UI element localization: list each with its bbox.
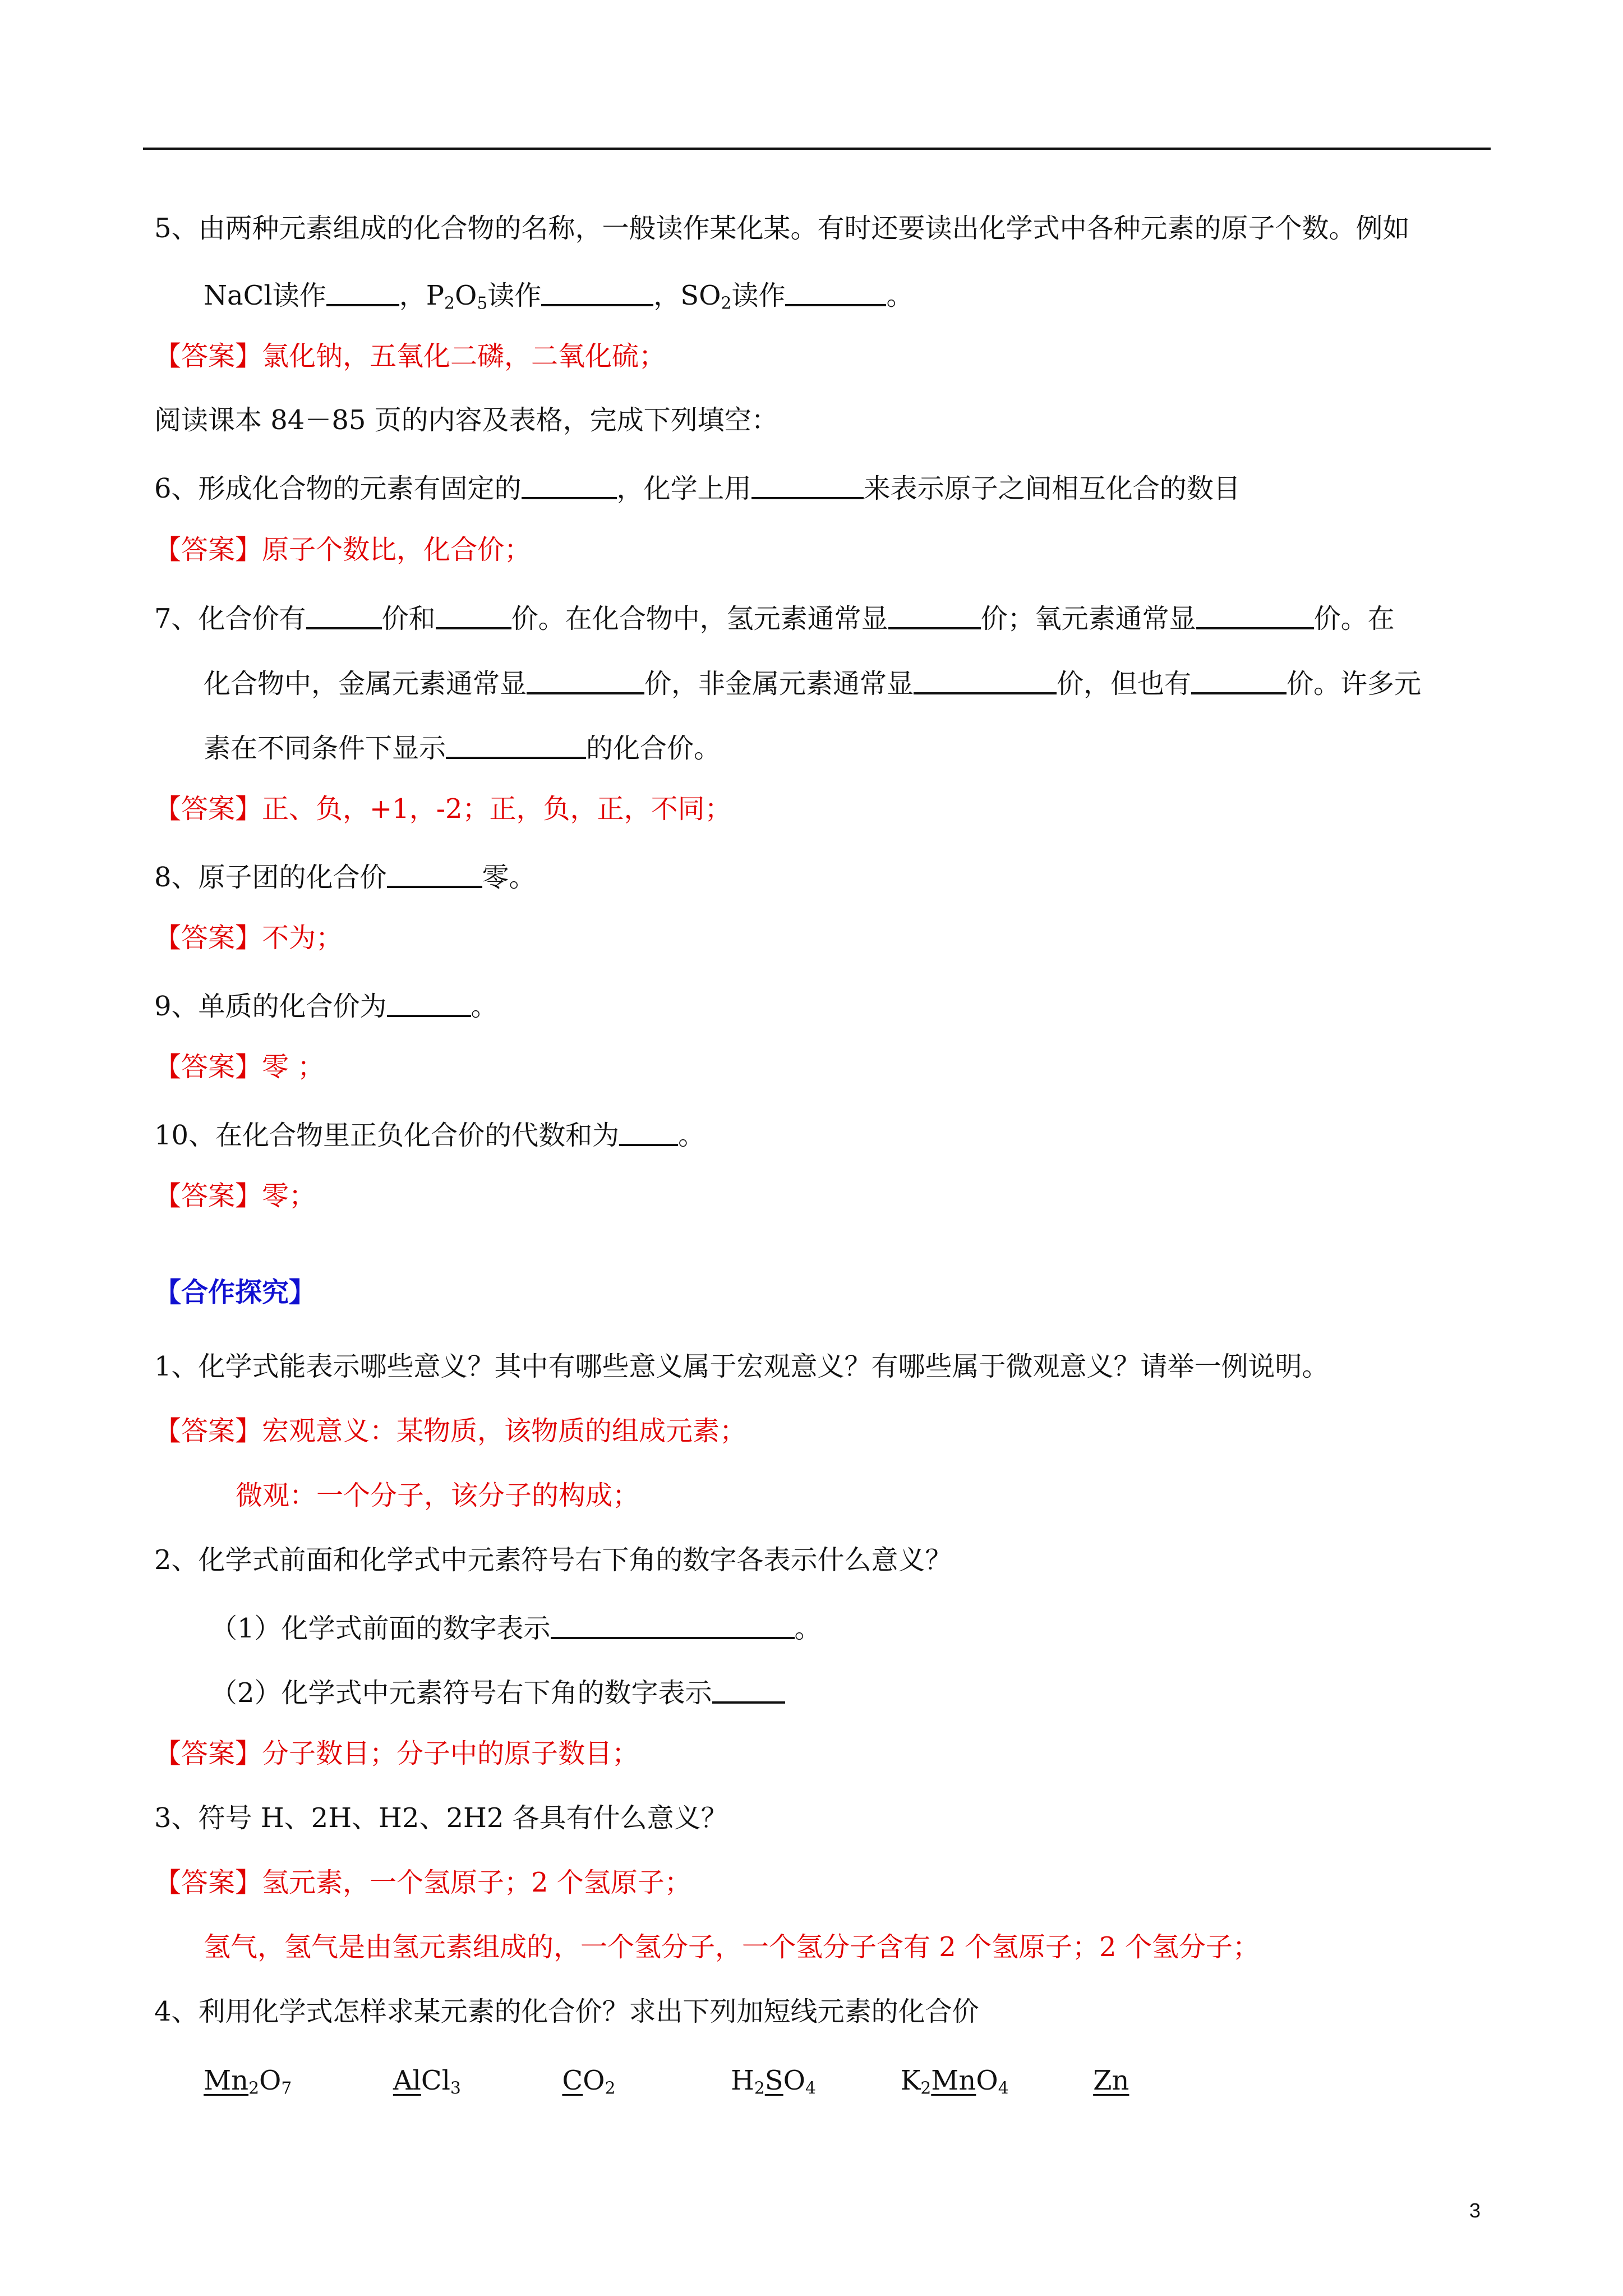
explore-answer-1-line-1: 【答案】宏观意义：某物质，该物质的组成元素； — [154, 1415, 747, 1447]
formula-h2so4: $H_2SO_4$ — [730, 2065, 816, 2099]
nacl-formula: NaCl — [204, 280, 273, 312]
section-title: 【合作探究】 — [154, 1277, 316, 1308]
answer-5: 【答案】氯化钠，五氧化二磷，二氧化硫； — [154, 341, 666, 372]
explore-question-2-sub-1: （1）化学式前面的数字表示 。 — [210, 1611, 822, 1642]
blank[interactable] — [527, 666, 644, 694]
question-7-line-1: 7、化合价有 价和 价。在化合物中，氢元素通常显 价；氧元素通常显 价。在 — [154, 601, 1395, 632]
answer-8: 【答案】不为； — [154, 922, 343, 954]
blank[interactable] — [541, 278, 653, 306]
p2o5-formula: $P_2O_5$ — [426, 280, 488, 314]
explore-answer-2: 【答案】分子数目；分子中的原子数目； — [154, 1738, 639, 1769]
explore-question-1: 1、化学式能表示哪些意义？其中有哪些意义属于宏观意义？有哪些属于微观意义？请举一例说明。 — [154, 1351, 1329, 1382]
blank[interactable] — [712, 1676, 785, 1704]
explore-question-3: 3、符号 H、2H、H2、2H2 各具有什么意义？ — [154, 1802, 728, 1834]
blank[interactable] — [1196, 601, 1314, 629]
formula-k2mno4: $K_2MnO_4$ — [900, 2065, 1009, 2099]
explore-answer-3-line-1: 【答案】氢元素，一个氢原子；2 个氢原子； — [154, 1867, 691, 1898]
question-6: 6、形成化合物的元素有固定的 ，化学上用 来表示原子之间相互化合的数目 — [154, 471, 1241, 502]
answer-9: 【答案】零 ； — [154, 1051, 325, 1083]
blank[interactable] — [306, 601, 382, 629]
answer-7: 【答案】正、负，+1，-2；正，负，正，不同； — [154, 793, 732, 825]
blank[interactable] — [522, 471, 617, 499]
blank[interactable] — [326, 278, 399, 306]
formula-co2: $CO_2$ — [562, 2065, 616, 2099]
answer-10: 【答案】零； — [154, 1180, 316, 1212]
explore-answer-3-line-2: 氢气，氢气是由氢元素组成的，一个氢分子，一个氢分子含有 2 个氢原子；2 个氢分子； — [204, 1931, 1260, 1963]
blank[interactable] — [888, 601, 981, 629]
explore-question-4: 4、利用化学式怎样求某元素的化合价？求出下列加短线元素的化合价 — [154, 1996, 979, 2027]
formula-row — [204, 2065, 1129, 2099]
question-10: 10、在化合物里正负化合价的代数和为 。 — [154, 1118, 705, 1149]
so2-formula: $SO_2$ — [680, 280, 732, 314]
blank[interactable] — [551, 1611, 795, 1639]
reading-note: 阅读课本 84－85 页的内容及表格，完成下列填空： — [154, 404, 778, 436]
blank[interactable] — [751, 471, 864, 499]
question-5-line-1: 5、由两种元素组成的化合物的名称，一般读作某化某。有时还要读出化学式中各种元素的原子个数。例如 — [154, 213, 1410, 244]
formula-zn: Zn — [1093, 2065, 1129, 2096]
header-rule — [143, 148, 1491, 150]
explore-answer-1-line-2: 微观：一个分子，该分子的构成； — [236, 1480, 640, 1511]
question-5-line-2: NaCl读作 ，$P_2O_5$读作 ，$SO_2$读作 。 — [204, 278, 914, 309]
explore-question-2-sub-2: （2）化学式中元素符号右下角的数字表示 — [210, 1676, 785, 1706]
question-9: 9、单质的化合价为 。 — [154, 989, 498, 1020]
blank[interactable] — [436, 601, 511, 629]
answer-6: 【答案】原子个数比，化合价； — [154, 534, 532, 565]
formula-mn2o7: $Mn_2O_7$ — [204, 2065, 292, 2099]
explore-question-2: 2、化学式前面和化学式中元素符号右下角的数字各表示什么意义？ — [154, 1544, 952, 1576]
page-number: 3 — [1469, 2199, 1481, 2222]
blank[interactable] — [914, 666, 1057, 694]
question-7-line-2: 化合物中，金属元素通常显 价，非金属元素通常显 价，但也有 价。许多元 — [204, 666, 1421, 697]
formula-alcl3: AlCl$_3$ — [393, 2065, 461, 2099]
question-7-line-3: 素在不同条件下显示 的化合价。 — [204, 731, 721, 762]
question-8: 8、原子团的化合价 零。 — [154, 860, 536, 891]
blank[interactable] — [446, 731, 586, 759]
blank[interactable] — [387, 989, 471, 1017]
blank[interactable] — [619, 1118, 678, 1146]
blank[interactable] — [387, 860, 482, 888]
blank[interactable] — [785, 278, 886, 306]
blank[interactable] — [1191, 666, 1287, 694]
